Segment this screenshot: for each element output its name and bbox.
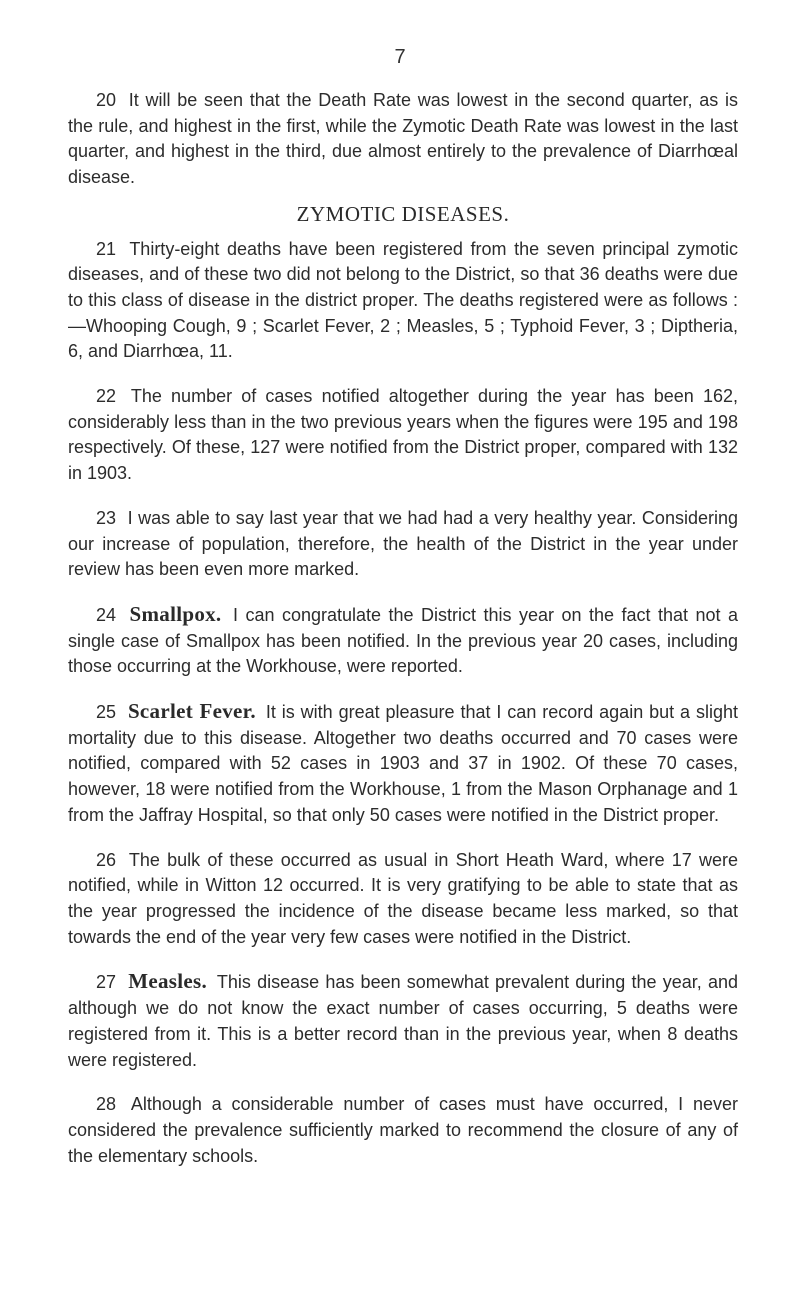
paragraph-text: I can congratulate the District this year on the fact that not a single case of Smallpox has been notified. In the previous year 20 cases, including those occurring at the Workhouse, were reported.	[68, 604, 738, 677]
section-heading-zymotic-diseases: ZYMOTIC DISEASES.	[296, 201, 510, 226]
paragraph-25	[68, 699, 738, 829]
subheading-scarlet-fever: Scarlet Fever.	[127, 699, 256, 724]
paragraph-23	[68, 506, 738, 583]
paragraph-number: 20	[96, 90, 117, 110]
paragraph-text: The bulk of these occurred as usual in Short Heath Ward, where 17 were notified, while in Witton 12 occurred. It is very gratifying to be able to state that as the year progressed the incidence of the disease became less marked, so that towards the end of the year very few cases were notified in the District.	[68, 849, 738, 947]
paragraph-27	[68, 969, 738, 1073]
paragraph-text: Thirty-eight deaths have been registered from the seven principal zymotic diseases, and of these two did not belong to the District, so that 36 deaths were due to this class of disease in the district proper. The deaths registered were as follows :—Whooping Cough, 9 ; Scarlet Fever, 2 ; Measles, 5 ; Typhoid Fever, 3 ; Diptheria, 6, and Diarrhœa, 11.	[68, 238, 738, 362]
paragraph-text: It will be seen that the Death Rate was lowest in the second quarter, as is the rule, and highest in the first, while the Zymotic Death Rate was lowest in the last quarter, and highest in the third, due almost entirely to the prevalence of Diarrhœal disease.	[68, 90, 738, 188]
paragraph-number: 27	[96, 972, 117, 993]
paragraph-text: I was able to say last year that we had had a very healthy year. Considering our increase of population, therefore, the health of the District in the year under review has been even more marked.	[68, 507, 738, 580]
paragraph-text: Although a considerable number of cases must have occurred, I never considered the prevalence sufficiently marked to recommend the closure of any of the elementary schools.	[68, 1094, 738, 1166]
paragraph-number: 28	[96, 1094, 117, 1115]
subheading-measles: Measles.	[128, 969, 208, 994]
paragraph-26	[68, 848, 738, 951]
paragraph-21	[68, 237, 738, 366]
paragraph-22	[68, 384, 738, 487]
paragraph-28	[68, 1092, 738, 1169]
paragraph-number: 23	[96, 507, 117, 528]
page-number: 7	[394, 46, 406, 68]
paragraph-number: 24	[96, 604, 117, 625]
paragraph-number: 21	[96, 238, 117, 259]
subheading-smallpox: Smallpox.	[129, 601, 222, 626]
paragraph-24	[68, 602, 738, 680]
paragraph-20	[68, 88, 738, 191]
paragraph-number: 22	[96, 386, 117, 407]
paragraph-text: This disease has been somewhat prevalent during the year, and although we do not know the exact number of cases occurring, 5 deaths were registered from it. This is a better record than in the previous year, when 8 deaths were registered.	[68, 972, 738, 1070]
report-body	[68, 88, 738, 1188]
paragraph-number: 25	[96, 702, 117, 723]
paragraph-text: It is with great pleasure that I can record again but a slight mortality due to this disease. Altogether two deaths occurred and 70 cases were notified, compared with 52 cases in 1903 and 37 in 1902. Of these 70 cases, however, 18 were notified from the Workhouse, 1 from the Mason Orphanage and 1 from the Jaffray Hospital, so that only 50 cases were notified in the District proper.	[68, 702, 738, 825]
paragraph-text: The number of cases notified altogether during the year has been 162, considerably less than in the two previous years when the figures were 195 and 198 respectively. Of these, 127 were notified from the District proper, compared with 132 in 1903.	[68, 386, 738, 484]
paragraph-number: 26	[96, 849, 117, 870]
